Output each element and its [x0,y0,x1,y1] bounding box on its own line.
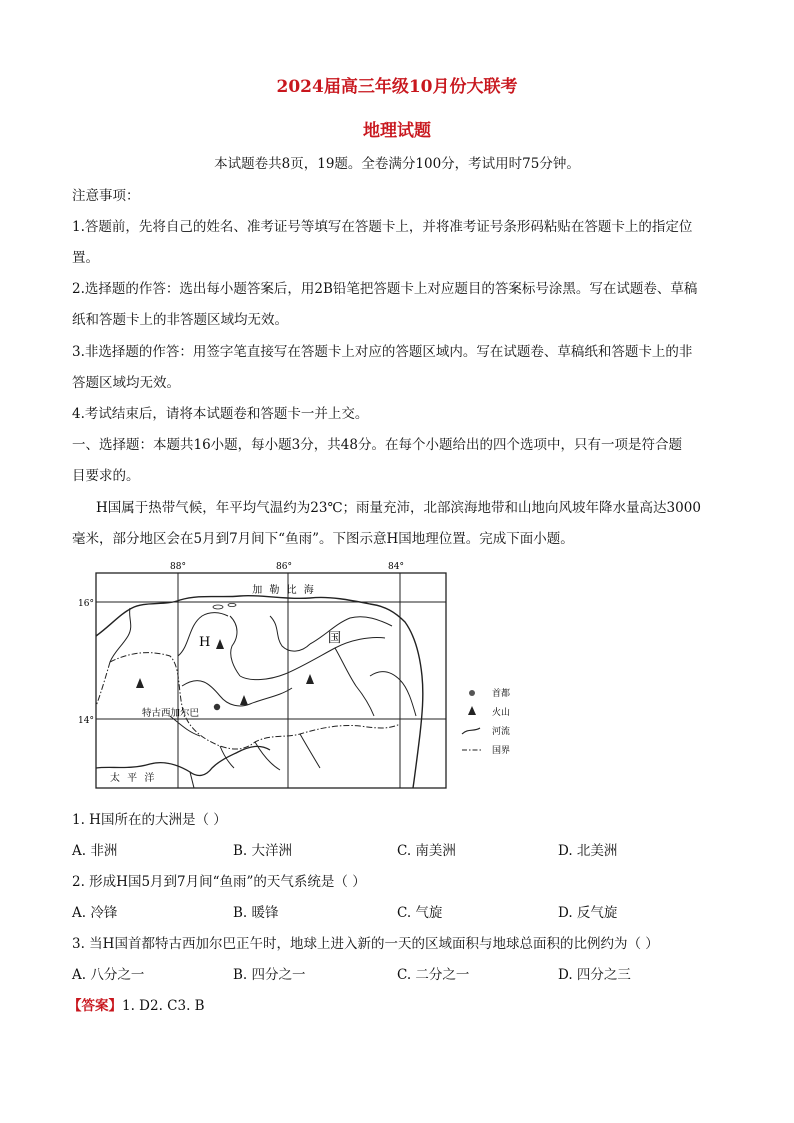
answer-line [68,994,205,1014]
legend-volcano-label: 火山 [492,708,511,718]
volcano-icon [306,674,314,684]
question-1-option-b: B. 大洋洲 [233,843,293,859]
lon-label-84: 84° [388,562,404,572]
exam-subject: 地理试题 [363,121,431,141]
question-3-stem: 3. 当H国首都特古西加尔巴正午时，地球上进入新的一天的区域面积与地球总面积的比例约为（ ） [72,936,659,952]
volcano-icon [240,695,248,705]
map-legend [462,687,510,756]
question-2-option-d: D. 反气旋 [558,905,618,921]
question-2-option-a: A. 冷锋 [72,905,118,921]
legend-river-icon [462,728,480,734]
question-1-option-a: A. 非洲 [72,843,118,859]
answer-label: 【答案】 [68,998,122,1014]
capital-dot-icon [214,704,220,710]
question-3-option-c: C. 二分之一 [397,967,470,983]
lat-label-16: 16° [78,599,94,609]
question-2-option-b: B. 暖锋 [233,905,279,921]
passage-line: 毫米，部分地区会在5月到7月间下“鱼雨”。下图示意H国地理位置。完成下面小题。 [72,531,574,547]
h-country-map [70,556,550,796]
exam-title: 2024届高三年级10月份大联考 [276,77,518,97]
section-heading: 一、选择题：本题共16小题，每小题3分，共48分。在每个小题给出的四个选项中，只有一项是符合题 [72,437,682,453]
question-1-stem: 1. H国所在的大洲是（ ） [72,812,227,828]
country-label-h: H [199,635,211,650]
notice-line: 3.非选择题的作答：用签字笔直接写在答题卡上对应的答题区域内。写在试题卷、草稿纸和答题卡上的非 [72,344,693,360]
question-3-option-b: B. 四分之一 [233,967,306,983]
question-1-option-d: D. 北美洲 [558,843,618,859]
country-label-guo: 国 [328,631,342,646]
notice-line: 1.答题前，先将自己的姓名、准考证号等填写在答题卡上，并将准考证号条形码粘贴在答题卡上的指定位 [72,219,693,235]
volcano-icon [216,639,224,649]
notice-line: 置。 [72,250,99,266]
notice-line: 2.选择题的作答：选出每小题答案后，用2B铅笔把答题卡上对应题目的答案标号涂黑。写在试题卷、草稿 [72,281,698,297]
legend-volcano-icon [468,706,476,715]
notice-line: 4.考试结束后，请将本试题卷和答题卡一并上交。 [72,406,369,422]
notice-heading: 注意事项： [72,188,140,204]
legend-border-label: 国界 [492,746,511,756]
exam-info: 本试题卷共8页，19题。全卷满分100分，考试用时75分钟。 [214,156,580,172]
question-1-option-c: C. 南美洲 [397,843,456,859]
lat-label-14: 14° [78,716,94,726]
volcano-icon [136,678,144,688]
question-3-option-a: A. 八分之一 [72,967,145,983]
caribbean-sea-label: 加 勒 比 海 [252,585,316,596]
pacific-ocean-label: 太 平 洋 [110,773,157,784]
question-2-stem: 2. 形成H国5月到7月间“鱼雨”的天气系统是（ ） [72,874,366,890]
legend-river-label: 河流 [492,727,511,737]
legend-capital-icon [469,690,475,696]
lon-label-88: 88° [170,562,186,572]
question-3-option-d: D. 四分之三 [558,967,631,983]
question-2-option-c: C. 气旋 [397,905,443,921]
lon-label-86: 86° [276,562,292,572]
passage-line: H国属于热带气候，年平均气温约为23℃；雨量充沛，北部滨海地带和山地向风坡年降水量高达3000 [96,500,701,516]
section-heading-cont: 目要求的。 [72,468,140,484]
answer-text: 1. D2. C3. B [122,998,205,1014]
legend-capital-label: 首都 [492,689,511,699]
notice-line: 纸和答题卡上的非答题区域均无效。 [72,312,288,328]
notice-line: 答题区域均无效。 [72,375,180,391]
capital-label: 特古西加尔巴 [142,708,200,719]
